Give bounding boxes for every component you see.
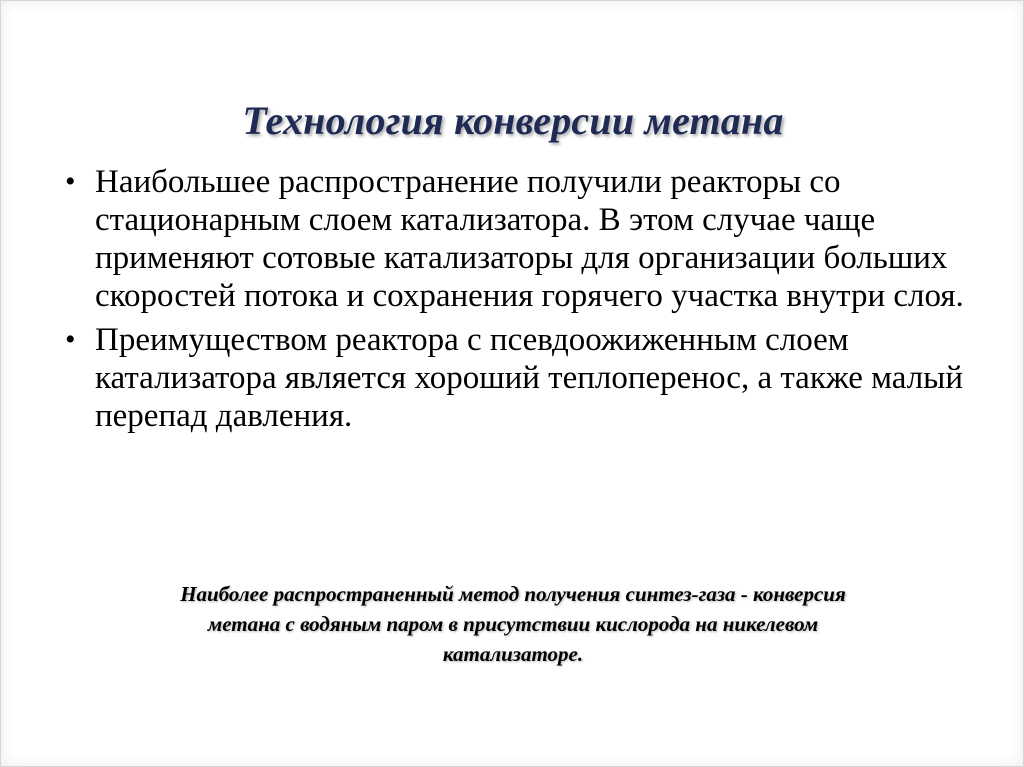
bullet-marker: • (65, 323, 76, 356)
bullet-item (65, 163, 975, 315)
bullet-marker: • (65, 165, 76, 198)
bullet-text: Наибольшее распространение получили реакторы со стационарным слоем катализатора. В этом случае чаще применяют сотовые катализаторы для организации больших скоростей потока и сохранения горячего участка внутри слоя. (95, 164, 964, 314)
slide-title: Технология конверсии метана (242, 98, 784, 143)
summary-note: Наиболее распространенный метод получения синтез-газа - конверсия метана с водяным паром в присутствии кислорода на никелевом катализаторе. (180, 582, 846, 666)
bullet-list (65, 163, 975, 441)
bullet-item (65, 321, 975, 435)
bullet-text: Преимуществом реактора с псевдоожиженным слоем катализатора является хороший теплоперенос, а также малый перепад давления. (95, 322, 964, 434)
